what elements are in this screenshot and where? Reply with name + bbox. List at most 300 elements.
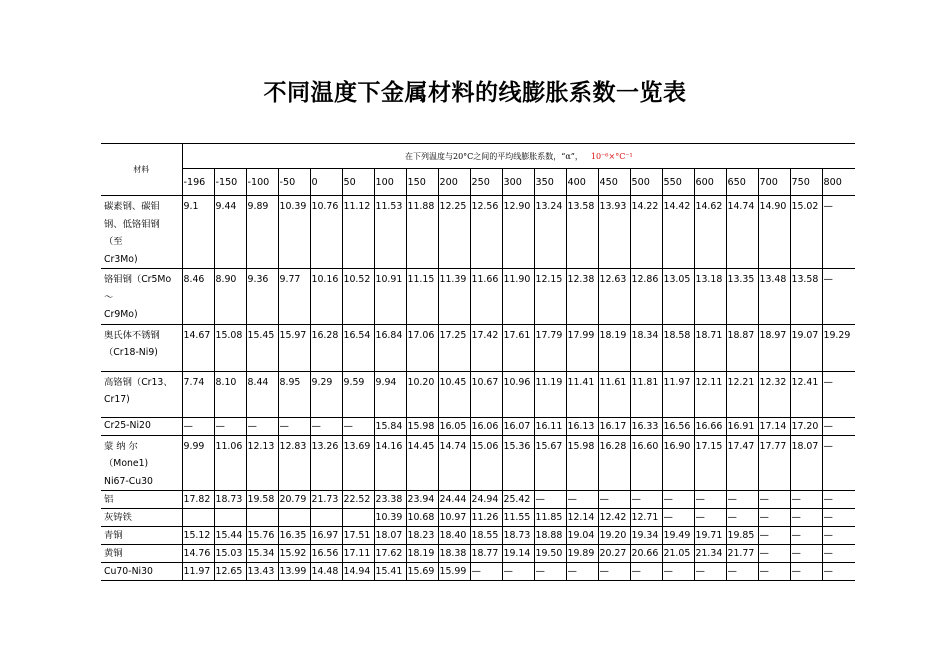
coefficient-cell: 10.97	[438, 509, 470, 527]
material-name-line: 青铜	[104, 529, 123, 541]
table-row	[101, 563, 855, 581]
coefficient-cell: 10.16	[310, 269, 342, 325]
coefficient-cell: 16.84	[374, 324, 406, 371]
coefficient-cell	[278, 509, 310, 527]
temperature-cell: 800	[822, 169, 855, 196]
coefficient-cell: 14.67	[182, 324, 214, 371]
coefficient-cell: —	[310, 417, 342, 435]
coefficient-cell: 19.29	[822, 324, 855, 371]
coefficient-cell: 9.29	[310, 371, 342, 417]
coefficient-cell: 17.20	[790, 417, 822, 435]
coefficient-cell: 19.89	[566, 545, 598, 563]
coefficient-cell: 12.15	[534, 269, 566, 325]
temperature-span-header	[182, 144, 855, 169]
coefficient-cell: 12.21	[726, 371, 758, 417]
coefficient-cell: 11.66	[470, 269, 502, 325]
coefficient-cell: 11.97	[662, 371, 694, 417]
coefficient-cell: 19.14	[502, 545, 534, 563]
coefficient-cell: 18.97	[758, 324, 790, 371]
coefficient-cell: 15.76	[246, 527, 278, 545]
coefficient-cell: —	[822, 509, 855, 527]
coefficient-cell: —	[822, 371, 855, 417]
temperature-cell: 400	[566, 169, 598, 196]
coefficient-cell: 17.11	[342, 545, 374, 563]
material-name-line: Cr3Mo)	[104, 253, 138, 265]
coefficient-cell: 15.41	[374, 563, 406, 581]
coefficient-cell: 24.44	[438, 491, 470, 509]
material-name-line: Cu70-Ni30	[104, 565, 153, 577]
coefficient-cell: 13.48	[758, 269, 790, 325]
coefficient-cell: —	[214, 417, 246, 435]
coefficient-cell: 10.96	[502, 371, 534, 417]
coefficient-cell: 15.44	[214, 527, 246, 545]
coefficient-cell: —	[662, 563, 694, 581]
temperature-cell: 250	[470, 169, 502, 196]
coefficient-cell: 13.35	[726, 269, 758, 325]
coefficient-cell: 18.38	[438, 545, 470, 563]
material-name-line: Cr9Mo)	[104, 309, 138, 320]
coefficient-cell: 17.79	[534, 324, 566, 371]
table-row	[101, 269, 855, 325]
coefficient-cell: 19.49	[662, 527, 694, 545]
temperature-cell: 300	[502, 169, 534, 196]
coefficient-cell: —	[822, 563, 855, 581]
material-name-line: 奥氏体不锈钢	[104, 329, 160, 341]
coefficient-cell: 15.99	[438, 563, 470, 581]
coefficient-cell	[342, 509, 374, 527]
coefficient-cell: 16.66	[694, 417, 726, 435]
coefficient-cell: 12.38	[566, 269, 598, 325]
coefficient-cell: 15.97	[278, 324, 310, 371]
coefficient-cell: 17.47	[726, 435, 758, 491]
coefficient-cell: 11.12	[342, 196, 374, 269]
coefficient-cell: 11.26	[470, 509, 502, 527]
coefficient-cell: 9.99	[182, 435, 214, 491]
coefficient-cell: 15.08	[214, 324, 246, 371]
coefficient-cell: 13.58	[790, 269, 822, 325]
coefficient-cell: 12.56	[470, 196, 502, 269]
coefficient-cell: 16.11	[534, 417, 566, 435]
coefficient-cell: 12.42	[598, 509, 630, 527]
coefficient-cell: 17.25	[438, 324, 470, 371]
coefficient-cell: —	[790, 509, 822, 527]
coefficient-cell: 11.41	[566, 371, 598, 417]
coefficient-cell: 16.28	[598, 435, 630, 491]
coefficient-cell: 14.42	[662, 196, 694, 269]
coefficient-cell: 12.41	[790, 371, 822, 417]
coefficient-cell: 9.44	[214, 196, 246, 269]
coefficient-cell: 12.25	[438, 196, 470, 269]
coefficient-cell: 9.89	[246, 196, 278, 269]
coefficient-cell: 15.67	[534, 435, 566, 491]
table-row	[101, 324, 855, 371]
table-row	[101, 196, 855, 269]
coefficient-cell: —	[694, 491, 726, 509]
temperature-cell: 600	[694, 169, 726, 196]
coefficient-cell: —	[790, 491, 822, 509]
temperature-cell: 350	[534, 169, 566, 196]
coefficient-cell: 18.71	[694, 324, 726, 371]
coefficient-cell: 18.34	[630, 324, 662, 371]
coefficient-cell: 11.85	[534, 509, 566, 527]
coefficient-cell: 14.62	[694, 196, 726, 269]
coefficient-cell: 16.07	[502, 417, 534, 435]
coefficient-cell: 16.06	[470, 417, 502, 435]
page-title: 不同温度下金属材料的线膨胀系数一览表	[263, 80, 687, 106]
coefficient-cell: 18.88	[534, 527, 566, 545]
coefficient-cell: 11.39	[438, 269, 470, 325]
coefficient-cell: 16.56	[310, 545, 342, 563]
coefficient-cell: 13.05	[662, 269, 694, 325]
coefficient-cell: 18.07	[790, 435, 822, 491]
coefficient-cell: 16.56	[662, 417, 694, 435]
coefficient-cell: 12.32	[758, 371, 790, 417]
coefficient-cell: 15.34	[246, 545, 278, 563]
material-name-line: 钢、低铬钼钢	[104, 218, 160, 230]
coefficient-cell: 8.95	[278, 371, 310, 417]
coefficient-cell: 15.45	[246, 324, 278, 371]
material-cell	[101, 527, 182, 545]
material-cell	[101, 324, 182, 371]
coefficient-cell: 19.85	[726, 527, 758, 545]
coefficient-cell: 9.1	[182, 196, 214, 269]
coefficient-cell: 12.86	[630, 269, 662, 325]
coefficient-cell: 14.94	[342, 563, 374, 581]
material-name-line: 黄铜	[104, 547, 123, 559]
coefficient-cell: 13.26	[310, 435, 342, 491]
coefficient-cell: 19.34	[630, 527, 662, 545]
coefficient-cell: 14.74	[438, 435, 470, 491]
table-row	[101, 527, 855, 545]
coefficient-cell: —	[758, 509, 790, 527]
coefficient-cell: 9.36	[246, 269, 278, 325]
temperature-cell: 150	[406, 169, 438, 196]
coefficient-cell: 18.55	[470, 527, 502, 545]
coefficient-cell: 18.87	[726, 324, 758, 371]
material-cell	[101, 417, 182, 435]
coefficient-cell: 15.06	[470, 435, 502, 491]
coefficient-cell: 11.06	[214, 435, 246, 491]
material-name-line: 碳素钢、碳钼	[104, 201, 160, 212]
coefficient-cell: 11.55	[502, 509, 534, 527]
material-cell	[101, 269, 182, 325]
coefficient-cell: 19.20	[598, 527, 630, 545]
material-name-line: 铝	[104, 493, 114, 505]
coefficient-cell: —	[726, 563, 758, 581]
coefficient-cell: —	[790, 545, 822, 563]
coefficient-cell: 15.92	[278, 545, 310, 563]
coefficient-cell: —	[694, 563, 726, 581]
coefficient-cell: —	[694, 509, 726, 527]
coefficient-cell: 18.73	[502, 527, 534, 545]
temperature-cell: 0	[310, 169, 342, 196]
coefficient-cell: 17.14	[758, 417, 790, 435]
coefficient-cell: —	[470, 563, 502, 581]
coefficient-cell: 21.73	[310, 491, 342, 509]
coefficient-cell: 15.36	[502, 435, 534, 491]
material-cell	[101, 435, 182, 491]
coefficient-cell: 10.68	[406, 509, 438, 527]
coefficient-cell: 21.77	[726, 545, 758, 563]
material-cell	[101, 509, 182, 527]
coefficient-cell: —	[822, 435, 855, 491]
coefficient-cell	[310, 509, 342, 527]
coefficient-cell: —	[630, 491, 662, 509]
coefficient-cell: 13.24	[534, 196, 566, 269]
coefficient-cell: 16.05	[438, 417, 470, 435]
coefficient-cell: —	[630, 563, 662, 581]
coefficient-cell: 15.98	[406, 417, 438, 435]
material-name-line: Cr25-Ni20	[104, 420, 151, 431]
coefficient-cell: 11.19	[534, 371, 566, 417]
coefficient-cell: 16.13	[566, 417, 598, 435]
coefficient-cell: 15.84	[374, 417, 406, 435]
table-row	[101, 371, 855, 417]
temperature-cell: 100	[374, 169, 406, 196]
coefficient-cell: 10.39	[374, 509, 406, 527]
material-name-line: （Cr18-Ni9)	[104, 347, 158, 358]
coefficient-cell: 16.28	[310, 324, 342, 371]
coefficient-cell: 20.79	[278, 491, 310, 509]
coefficient-cell: 11.81	[630, 371, 662, 417]
coefficient-cell: 15.02	[790, 196, 822, 269]
coefficient-cell: —	[822, 491, 855, 509]
coefficient-cell: 17.82	[182, 491, 214, 509]
coefficient-cell: —	[534, 491, 566, 509]
coefficient-cell: 16.54	[342, 324, 374, 371]
coefficient-cell: 9.59	[342, 371, 374, 417]
material-name-line: 高铬钢（Cr13、	[104, 376, 173, 388]
coefficient-cell: 12.13	[246, 435, 278, 491]
coefficient-cell: 9.77	[278, 269, 310, 325]
material-name-line: Cr17)	[104, 394, 130, 405]
material-cell	[101, 196, 182, 269]
coefficient-cell: 8.90	[214, 269, 246, 325]
coefficient-cell: 18.23	[406, 527, 438, 545]
table-row	[101, 417, 855, 435]
coefficient-cell: 14.76	[182, 545, 214, 563]
material-name-line: （至	[104, 236, 123, 247]
coefficient-cell: —	[758, 491, 790, 509]
coefficient-cell: 14.45	[406, 435, 438, 491]
temperature-cell: -196	[182, 169, 214, 196]
coefficient-cell: 17.42	[470, 324, 502, 371]
coefficient-cell: —	[534, 563, 566, 581]
coefficient-cell: 15.03	[214, 545, 246, 563]
coefficient-cell: 17.61	[502, 324, 534, 371]
coefficient-cell: 19.07	[790, 324, 822, 371]
coefficient-cell: 19.58	[246, 491, 278, 509]
coefficient-cell: 18.19	[406, 545, 438, 563]
coefficient-cell: 14.22	[630, 196, 662, 269]
coefficient-cell: 11.90	[502, 269, 534, 325]
coefficient-cell: 24.94	[470, 491, 502, 509]
coefficient-cell: 8.10	[214, 371, 246, 417]
temperature-cell: 700	[758, 169, 790, 196]
coefficient-cell: 11.97	[182, 563, 214, 581]
expansion-coefficient-table	[101, 143, 855, 581]
coefficient-cell: —	[822, 417, 855, 435]
coefficient-cell: 10.76	[310, 196, 342, 269]
coefficient-cell: 11.53	[374, 196, 406, 269]
coefficient-cell: 10.20	[406, 371, 438, 417]
coefficient-cell: 16.91	[726, 417, 758, 435]
coefficient-cell: 14.90	[758, 196, 790, 269]
coefficient-cell: 18.40	[438, 527, 470, 545]
coefficient-cell: 10.67	[470, 371, 502, 417]
coefficient-cell: 14.48	[310, 563, 342, 581]
coefficient-cell: 11.88	[406, 196, 438, 269]
coefficient-cell: —	[566, 491, 598, 509]
material-name-line: ～	[104, 291, 114, 303]
coefficient-cell: 10.45	[438, 371, 470, 417]
coefficient-cell: —	[758, 527, 790, 545]
coefficient-cell	[246, 509, 278, 527]
coefficient-cell: 15.98	[566, 435, 598, 491]
coefficient-cell: —	[246, 417, 278, 435]
coefficient-cell: 22.52	[342, 491, 374, 509]
coefficient-cell: 17.99	[566, 324, 598, 371]
coefficient-cell: 10.52	[342, 269, 374, 325]
coefficient-cell: —	[822, 527, 855, 545]
coefficient-cell: 17.77	[758, 435, 790, 491]
temperature-cell: 200	[438, 169, 470, 196]
coefficient-cell: —	[342, 417, 374, 435]
coefficient-cell: —	[182, 417, 214, 435]
temperature-cell: 500	[630, 169, 662, 196]
material-cell	[101, 491, 182, 509]
temperature-cell: 50	[342, 169, 374, 196]
coefficient-cell: —	[790, 563, 822, 581]
coefficient-cell: 10.39	[278, 196, 310, 269]
unit-label: 10⁻⁶×°C⁻¹	[590, 151, 633, 161]
coefficient-cell: 19.50	[534, 545, 566, 563]
coefficient-cell: —	[758, 563, 790, 581]
coefficient-cell: 17.06	[406, 324, 438, 371]
coefficient-cell	[214, 509, 246, 527]
coefficient-cell: 21.05	[662, 545, 694, 563]
coefficient-cell: 16.35	[278, 527, 310, 545]
coefficient-cell: —	[758, 545, 790, 563]
material-cell	[101, 563, 182, 581]
coefficient-cell: 13.99	[278, 563, 310, 581]
material-name-line: 灰铸铁	[104, 511, 132, 523]
coefficient-cell: 13.93	[598, 196, 630, 269]
coefficient-cell: 16.17	[598, 417, 630, 435]
coefficient-cell: 10.91	[374, 269, 406, 325]
coefficient-cell: —	[598, 491, 630, 509]
material-cell	[101, 371, 182, 417]
coefficient-cell: 17.15	[694, 435, 726, 491]
coefficient-cell: —	[662, 509, 694, 527]
coefficient-cell: 12.14	[566, 509, 598, 527]
temperature-cell: 650	[726, 169, 758, 196]
coefficient-cell: 8.44	[246, 371, 278, 417]
coefficient-cell: 7.74	[182, 371, 214, 417]
coefficient-cell: 14.16	[374, 435, 406, 491]
coefficient-cell: 18.58	[662, 324, 694, 371]
coefficient-cell: —	[662, 491, 694, 509]
coefficient-cell: 20.66	[630, 545, 662, 563]
coefficient-cell: 18.73	[214, 491, 246, 509]
material-column-header: 材料	[101, 144, 182, 196]
material-name-line: 蒙 纳 尔	[104, 440, 138, 452]
table-row	[101, 545, 855, 563]
temperature-cell: 750	[790, 169, 822, 196]
table-body	[101, 196, 855, 581]
coefficient-cell: 13.58	[566, 196, 598, 269]
coefficient-cell: 11.15	[406, 269, 438, 325]
coefficient-cell: 12.71	[630, 509, 662, 527]
temperature-row	[101, 169, 855, 196]
header-row	[101, 144, 855, 169]
coefficient-cell: 19.71	[694, 527, 726, 545]
coefficient-cell: —	[502, 563, 534, 581]
material-name-line: Ni67-Cu30	[104, 475, 153, 487]
table-row	[101, 435, 855, 491]
coefficient-cell: 9.94	[374, 371, 406, 417]
coefficient-cell: 13.69	[342, 435, 374, 491]
coefficient-cell: —	[822, 269, 855, 325]
coefficient-cell: —	[278, 417, 310, 435]
coefficient-cell: 14.74	[726, 196, 758, 269]
material-name-line: （Mone1)	[104, 458, 149, 469]
coefficient-cell: —	[790, 527, 822, 545]
span-label: 在下列温度与20°C之间的平均线膨胀系数，“α”，	[404, 151, 583, 161]
coefficient-cell: —	[822, 196, 855, 269]
coefficient-cell: 15.12	[182, 527, 214, 545]
coefficient-cell: 20.27	[598, 545, 630, 563]
material-cell	[101, 545, 182, 563]
temperature-cell: -50	[278, 169, 310, 196]
coefficient-cell: 16.60	[630, 435, 662, 491]
temperature-cell: -150	[214, 169, 246, 196]
coefficient-cell: —	[726, 491, 758, 509]
coefficient-cell: 12.83	[278, 435, 310, 491]
material-name-line: 铬钼钢（Cr5Mo	[104, 274, 172, 285]
coefficient-cell: 18.19	[598, 324, 630, 371]
coefficient-cell: 13.43	[246, 563, 278, 581]
coefficient-cell: 21.34	[694, 545, 726, 563]
coefficient-cell: 18.07	[374, 527, 406, 545]
coefficient-cell: 23.94	[406, 491, 438, 509]
coefficient-cell: 12.63	[598, 269, 630, 325]
coefficient-cell: 12.90	[502, 196, 534, 269]
table-row	[101, 491, 855, 509]
coefficient-cell: 17.62	[374, 545, 406, 563]
coefficient-cell: 13.18	[694, 269, 726, 325]
coefficient-cell: 15.69	[406, 563, 438, 581]
coefficient-cell: 19.04	[566, 527, 598, 545]
temperature-cell: -100	[246, 169, 278, 196]
coefficient-cell: 11.61	[598, 371, 630, 417]
coefficient-cell	[182, 509, 214, 527]
coefficient-cell: 18.77	[470, 545, 502, 563]
coefficient-cell: 16.33	[630, 417, 662, 435]
coefficient-cell: 12.65	[214, 563, 246, 581]
coefficient-cell: —	[598, 563, 630, 581]
coefficient-cell: 12.11	[694, 371, 726, 417]
coefficient-cell: 16.90	[662, 435, 694, 491]
coefficient-cell: 25.42	[502, 491, 534, 509]
coefficient-cell: 23.38	[374, 491, 406, 509]
table-row	[101, 509, 855, 527]
coefficient-cell: 17.51	[342, 527, 374, 545]
temperature-cell: 550	[662, 169, 694, 196]
coefficient-cell: —	[726, 509, 758, 527]
coefficient-cell: —	[566, 563, 598, 581]
temperature-cell: 450	[598, 169, 630, 196]
